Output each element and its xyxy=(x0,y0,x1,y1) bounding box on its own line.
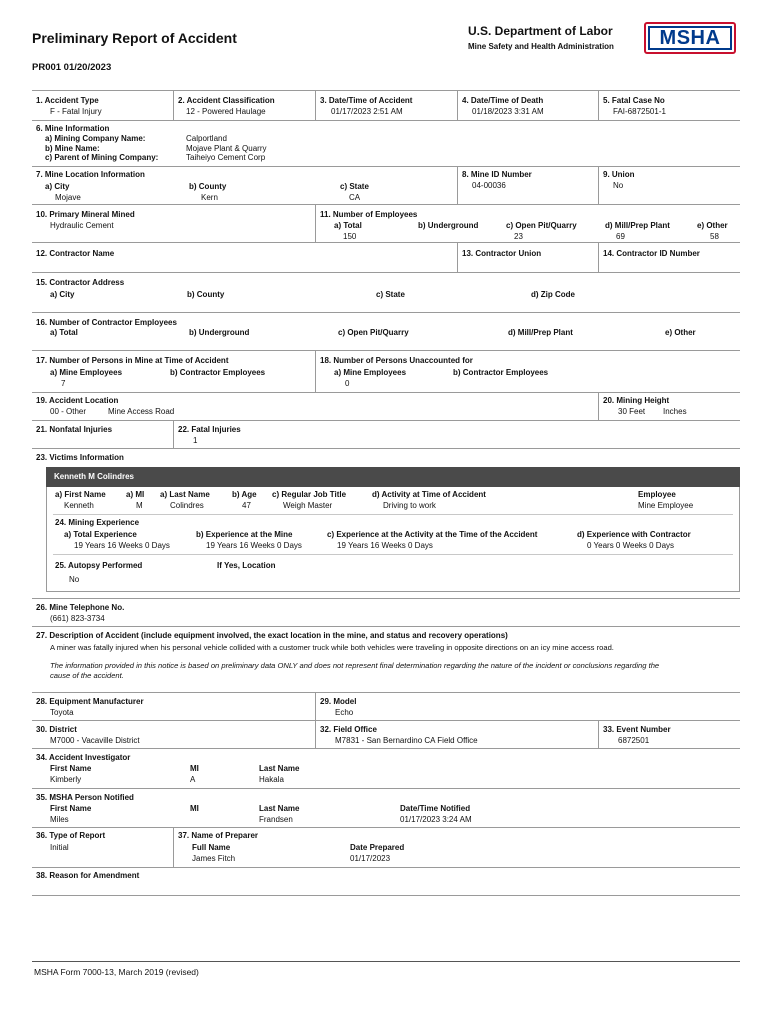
employees-total-label: a) Total xyxy=(334,221,362,230)
accident-datetime-label: 3. Date/Time of Accident xyxy=(320,96,413,105)
employees-total-value: 150 xyxy=(343,232,357,241)
contractor-employees-label: 16. Number of Contractor Employees xyxy=(36,318,177,327)
victim-job-label: c) Regular Job Title xyxy=(272,490,347,499)
mine-location-label: 7. Mine Location Information xyxy=(36,170,145,179)
mine-experience-value: 19 Years 16 Weeks 0 Days xyxy=(206,541,302,550)
victim-first-value: Kenneth xyxy=(64,501,94,510)
contractor-name-label: 12. Contractor Name xyxy=(36,249,115,258)
date-prepared-value: 01/17/2023 xyxy=(350,854,391,863)
fatal-case-label: 5. Fatal Case No xyxy=(603,96,665,105)
victim-job-value: Weigh Master xyxy=(283,501,333,510)
preparer-fullname-value: James Fitch xyxy=(192,854,236,863)
field-office-label: 32. Field Office xyxy=(320,725,377,734)
contractor-underground-label: b) Underground xyxy=(189,328,250,337)
person-notified-label: 35. MSHA Person Notified xyxy=(36,793,134,802)
city-value: Mojave xyxy=(55,193,81,202)
accident-type-value: F - Fatal Injury xyxy=(50,107,102,116)
equipment-manufacturer-label: 28. Equipment Manufacturer xyxy=(36,697,144,706)
model-label: 29. Model xyxy=(320,697,357,706)
form-footer: MSHA Form 7000-13, March 2019 (revised) xyxy=(34,967,199,977)
employees-underground-label: b) Underground xyxy=(418,221,479,230)
unaccounted-contractor-label: b) Contractor Employees xyxy=(453,368,549,377)
mine-id-label: 8. Mine ID Number xyxy=(462,170,532,179)
victim-activity-value: Driving to work xyxy=(383,501,436,510)
employees-openpit-label: c) Open Pit/Quarry xyxy=(506,221,577,230)
death-datetime-value: 01/18/2023 3:31 AM xyxy=(472,107,544,116)
activity-experience-value: 19 Years 16 Weeks 0 Days xyxy=(337,541,433,550)
accident-type-label: 1. Accident Type xyxy=(36,96,99,105)
victim-last-value: Colindres xyxy=(170,501,204,510)
page-title: Preliminary Report of Accident xyxy=(32,30,237,46)
victim-age-label: b) Age xyxy=(232,490,257,499)
contractor-openpit-label: c) Open Pit/Quarry xyxy=(338,328,409,337)
state-value: CA xyxy=(349,193,361,202)
description-label: 27. Description of Accident (include equipment involved, the exact location in the mine, and status and recovery operations) xyxy=(36,631,508,640)
contractor-experience-label: d) Experience with Contractor xyxy=(577,530,691,539)
total-experience-value: 19 Years 16 Weeks 0 Days xyxy=(74,541,170,550)
county-label: b) County xyxy=(189,182,227,191)
primary-mineral-value: Hydraulic Cement xyxy=(50,221,114,230)
persons-mine-employees-value: 7 xyxy=(61,379,66,388)
city-label: a) City xyxy=(45,182,70,191)
field-office-value: M7831 - San Bernardino CA Field Office xyxy=(335,736,478,745)
contractor-county-label: b) County xyxy=(187,290,225,299)
contractor-address-label: 15. Contractor Address xyxy=(36,278,125,287)
msha-logo-text: MSHA xyxy=(659,26,721,49)
persons-in-mine-label: 17. Number of Persons in Mine at Time of Accident xyxy=(36,356,229,365)
notified-datetime-label: Date/Time Notified xyxy=(400,804,471,813)
nonfatal-injuries-label: 21. Nonfatal Injuries xyxy=(36,425,113,434)
model-value: Echo xyxy=(335,708,354,717)
contractor-mill-label: d) Mill/Prep Plant xyxy=(508,328,573,337)
contractor-city-label: a) City xyxy=(50,290,75,299)
county-value: Kern xyxy=(201,193,218,202)
union-label: 9. Union xyxy=(603,170,635,179)
district-value: M7000 - Vacaville District xyxy=(50,736,140,745)
mining-height-label: 20. Mining Height xyxy=(603,396,670,405)
description-value: A miner was fatally injured when his personal vehicle collided with a customer truck while both vehicles were traveling in opposite directions on an icy mine access road. xyxy=(50,643,614,652)
employees-openpit-value: 23 xyxy=(514,232,523,241)
report-type-value: Initial xyxy=(50,843,69,852)
event-number-label: 33. Event Number xyxy=(603,725,671,734)
notified-mi-label: MI xyxy=(190,804,199,813)
preparer-fullname-label: Full Name xyxy=(192,843,231,852)
mine-name-value: Mojave Plant & Quarry xyxy=(186,144,267,153)
disclaimer-line1: The information provided in this notice is based on preliminary data ONLY and does not represent final determination regarding the nature of the incident or conclusions regarding the xyxy=(50,661,660,670)
agency-name: Mine Safety and Health Administration xyxy=(468,42,614,51)
total-experience-label: a) Total Experience xyxy=(64,530,137,539)
msha-logo xyxy=(644,22,736,54)
employees-label: 11. Number of Employees xyxy=(320,210,418,219)
victim-last-label: a) Last Name xyxy=(160,490,210,499)
victim-name-header: Kenneth M Colindres xyxy=(46,467,740,487)
report-type-label: 36. Type of Report xyxy=(36,831,106,840)
parent-company-label: c) Parent of Mining Company: xyxy=(45,153,159,162)
investigator-last-value: Hakala xyxy=(259,775,284,784)
unaccounted-label: 18. Number of Persons Unaccounted for xyxy=(320,356,473,365)
contractor-other-label: e) Other xyxy=(665,328,696,337)
fatal-injuries-label: 22. Fatal Injuries xyxy=(178,425,241,434)
mine-experience-label: b) Experience at the Mine xyxy=(196,530,293,539)
mine-info-label: 6. Mine Information xyxy=(36,124,110,133)
accident-location-place: Mine Access Road xyxy=(108,407,175,416)
accident-location-code: 00 - Other xyxy=(50,407,87,416)
notified-last-label: Last Name xyxy=(259,804,300,813)
employees-other-value: 58 xyxy=(710,232,719,241)
contractor-state-label: c) State xyxy=(376,290,405,299)
contractor-id-label: 14. Contractor ID Number xyxy=(603,249,700,258)
contractor-zip-label: d) Zip Code xyxy=(531,290,575,299)
report-id: PR001 01/20/2023 xyxy=(32,62,112,73)
mine-name-label: b) Mine Name: xyxy=(45,144,100,153)
fatal-case-value: FAI-6872501-1 xyxy=(613,107,666,116)
notified-datetime-value: 01/17/2023 3:24 AM xyxy=(400,815,472,824)
mining-experience-label: 24. Mining Experience xyxy=(55,518,140,527)
employees-mill-label: d) Mill/Prep Plant xyxy=(605,221,670,230)
unaccounted-mine-value: 0 xyxy=(345,379,350,388)
victim-employee-value: Mine Employee xyxy=(638,501,694,510)
investigator-mi-label: MI xyxy=(190,764,199,773)
mining-height-feet: 30 Feet xyxy=(618,407,646,416)
equipment-manufacturer-value: Toyota xyxy=(50,708,74,717)
mining-company-value: Calportland xyxy=(186,134,227,143)
fatal-injuries-value: 1 xyxy=(193,436,198,445)
event-number-value: 6872501 xyxy=(618,736,650,745)
activity-experience-label: c) Experience at the Activity at the Time of the Accident xyxy=(327,530,538,539)
parent-company-value: Taiheiyo Cement Corp xyxy=(186,153,266,162)
contractor-union-label: 13. Contractor Union xyxy=(462,249,542,258)
amendment-reason-label: 38. Reason for Amendment xyxy=(36,871,140,880)
accident-location-label: 19. Accident Location xyxy=(36,396,119,405)
primary-mineral-label: 10. Primary Mineral Mined xyxy=(36,210,135,219)
persons-mine-employees-label: a) Mine Employees xyxy=(50,368,123,377)
mining-height-inches: Inches xyxy=(663,407,687,416)
victim-employee-label: Employee xyxy=(638,490,676,499)
department-name: U.S. Department of Labor xyxy=(468,24,613,38)
investigator-last-label: Last Name xyxy=(259,764,300,773)
notified-last-value: Frandsen xyxy=(259,815,293,824)
unaccounted-mine-label: a) Mine Employees xyxy=(334,368,407,377)
mine-telephone-value: (661) 823-3734 xyxy=(50,614,105,623)
accident-classification-value: 12 - Powered Haulage xyxy=(186,107,266,116)
victim-age-value: 47 xyxy=(242,501,251,510)
notified-first-label: First Name xyxy=(50,804,92,813)
employees-other-label: e) Other xyxy=(697,221,728,230)
accident-datetime-value: 01/17/2023 2:51 AM xyxy=(331,107,403,116)
investigator-mi-value: A xyxy=(190,775,196,784)
victim-first-label: a) First Name xyxy=(55,490,106,499)
autopsy-label: 25. Autopsy Performed xyxy=(55,561,143,570)
mining-company-label: a) Mining Company Name: xyxy=(45,134,146,143)
district-label: 30. District xyxy=(36,725,77,734)
victim-mi-value: M xyxy=(136,501,143,510)
contractor-total-label: a) Total xyxy=(50,328,78,337)
investigator-first-value: Kimberly xyxy=(50,775,82,784)
employees-mill-value: 69 xyxy=(616,232,625,241)
victim-activity-label: d) Activity at Time of Accident xyxy=(372,490,486,499)
victims-info-label: 23. Victims Information xyxy=(36,453,124,462)
victim-mi-label: a) MI xyxy=(126,490,145,499)
investigator-label: 34. Accident Investigator xyxy=(36,753,131,762)
contractor-experience-value: 0 Years 0 Weeks 0 Days xyxy=(587,541,675,550)
accident-classification-label: 2. Accident Classification xyxy=(178,96,275,105)
preparer-label: 37. Name of Preparer xyxy=(178,831,259,840)
state-label: c) State xyxy=(340,182,369,191)
persons-contractor-label: b) Contractor Employees xyxy=(170,368,266,377)
union-value: No xyxy=(613,181,624,190)
notified-first-value: Miles xyxy=(50,815,69,824)
mine-id-value: 04-00036 xyxy=(472,181,506,190)
autopsy-value: No xyxy=(69,575,80,584)
disclaimer-line2: cause of the accident. xyxy=(50,671,124,680)
date-prepared-label: Date Prepared xyxy=(350,843,405,852)
autopsy-location-label: If Yes, Location xyxy=(217,561,276,570)
mine-telephone-label: 26. Mine Telephone No. xyxy=(36,603,125,612)
investigator-first-label: First Name xyxy=(50,764,92,773)
death-datetime-label: 4. Date/Time of Death xyxy=(462,96,544,105)
